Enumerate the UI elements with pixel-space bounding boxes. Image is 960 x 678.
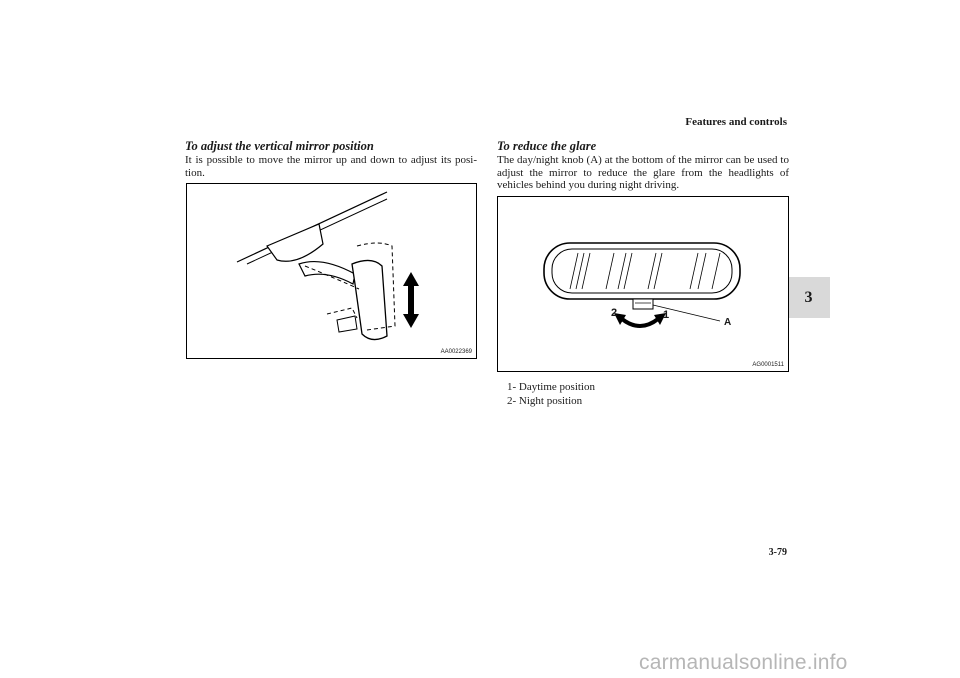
legend-item-daytime: 1- Daytime position [507, 381, 595, 393]
section-heading-vertical-mirror: To adjust the vertical mirror position [185, 139, 374, 153]
callout-knob-a: A [724, 317, 732, 328]
running-header: Features and controls [685, 116, 787, 128]
callout-night: 2 [611, 307, 618, 319]
section-heading-reduce-glare: To reduce the glare [497, 139, 597, 153]
chapter-tab: 3 [787, 277, 830, 318]
figure-code: AA0022369 [440, 349, 472, 355]
mirror-vertical-adjust-figure [186, 183, 477, 359]
figure-legend [507, 380, 595, 408]
figure-code: AG0001511 [752, 362, 784, 368]
right-column [497, 139, 789, 192]
mirror-tilt-illustration [187, 184, 476, 358]
callout-day: 1 [663, 309, 670, 321]
day-night-knob-figure [497, 196, 789, 372]
rearview-mirror-illustration [498, 197, 788, 371]
legend-item-night: 2- Night position [507, 395, 583, 407]
watermark: carmanualsonline.info [639, 651, 848, 674]
section-body-reduce-glare: The day/night knob (A) at the bottom of the mirror can be used to adjust the mirror to reduce the glare from the headlights of vehicles behind you during night driving. [497, 154, 789, 191]
left-column [185, 139, 477, 179]
page-number: 3-79 [768, 547, 787, 558]
section-body-vertical-mirror: It is possible to move the mirror up and down to adjust its posi-tion. [185, 154, 477, 179]
